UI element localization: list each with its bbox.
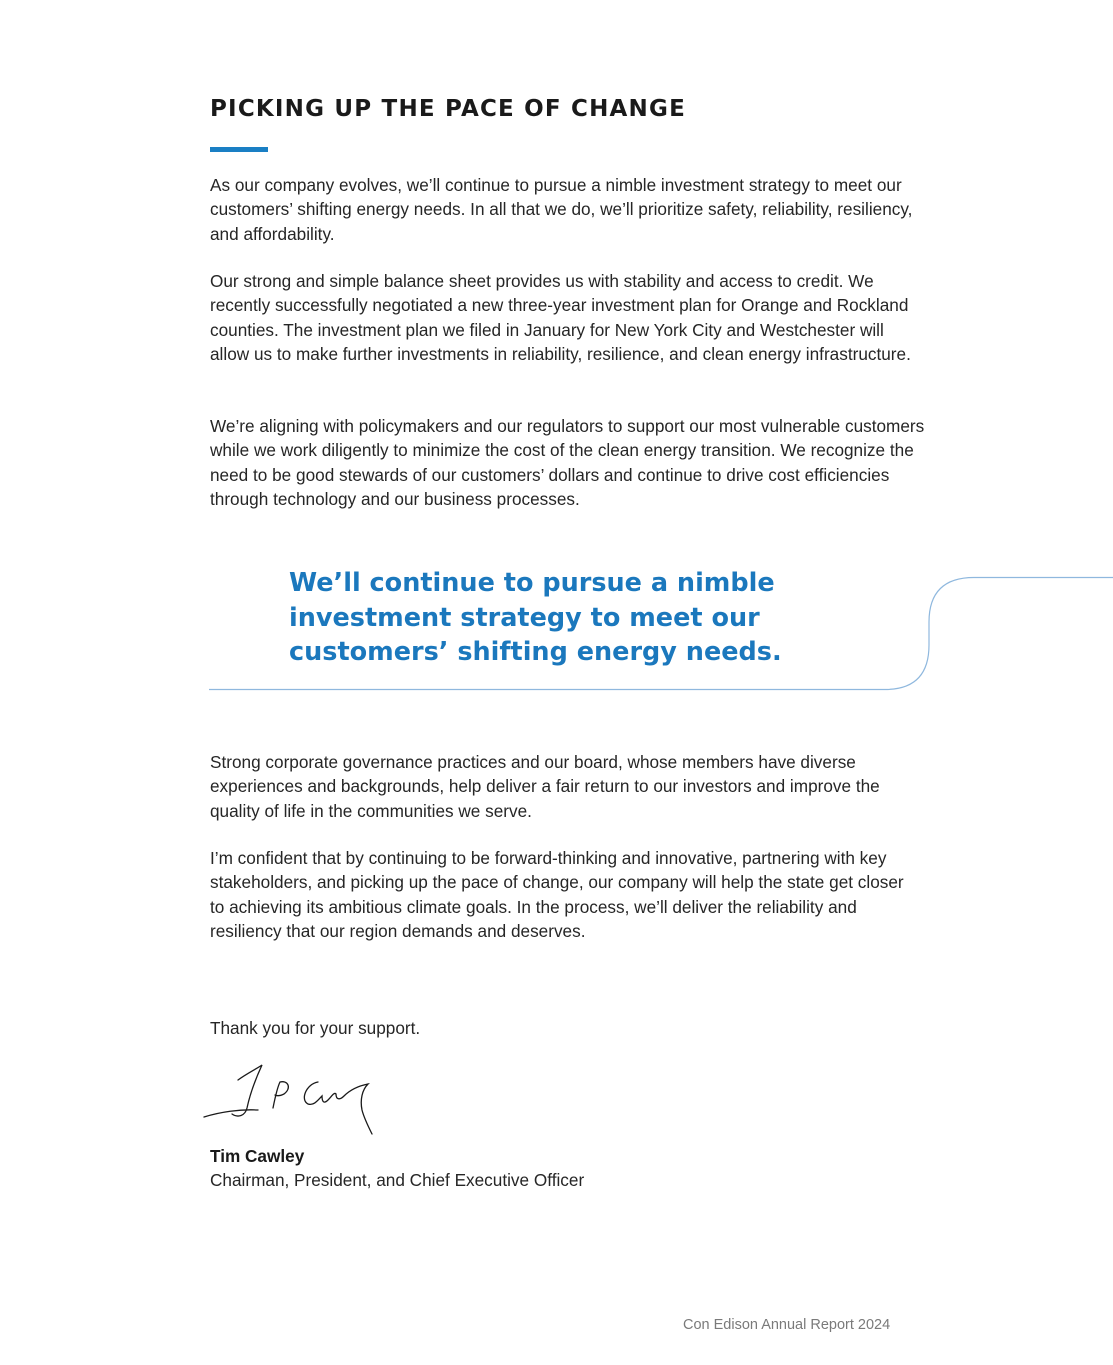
closing-line: Thank you for your support. [210, 1018, 421, 1038]
section-heading: PICKING UP THE PACE OF CHANGE [210, 96, 686, 122]
body-paragraph: We’re aligning with policymakers and our regulators to support our most vulnerable customers while we work diligently to minimize the cost of the clean energy transition. We recognize the need to be good stewards of our customers’ dollars and continue to drive cost efficiencies through technology and our business processes. [210, 416, 925, 509]
body-paragraph: As our company evolves, we’ll continue to pursue a nimble investment strategy to meet our customers’ shifting energy needs. In all that we do, we’ll prioritize safety, reliability, resiliency, and affordability. [210, 175, 913, 244]
handwritten-signature [200, 1060, 390, 1140]
pull-quote: We’ll continue to pursue a nimble investment strategy to meet our customers’ shifting energy needs. [289, 568, 782, 667]
signer-title: Chairman, President, and Chief Executive Officer [210, 1170, 585, 1190]
body-paragraph: I’m confident that by continuing to be forward-thinking and innovative, partnering with key stakeholders, and picking up the pace of change, our company will help the state get closer to achieving its ambitious climate goals. In the process, we’ll deliver the reliability and resiliency that our region demands and deserves. [210, 848, 904, 941]
body-paragraph: Strong corporate governance practices and our board, whose members have diverse experiences and backgrounds, help deliver a fair return to our investors and improve the quality of life in the communities we serve. [210, 752, 880, 821]
signer-name: Tim Cawley [210, 1146, 305, 1166]
body-paragraph: Our strong and simple balance sheet provides us with stability and access to credit. We recently successfully negotiated a new three-year investment plan for Orange and Rockland counties. The investment plan we filed in January for New York City and Westchester will allow us to make further investments in reliability, resilience, and clean energy infrastructure. [210, 271, 911, 364]
page-footer: Con Edison Annual Report 2024 [683, 1317, 891, 1333]
